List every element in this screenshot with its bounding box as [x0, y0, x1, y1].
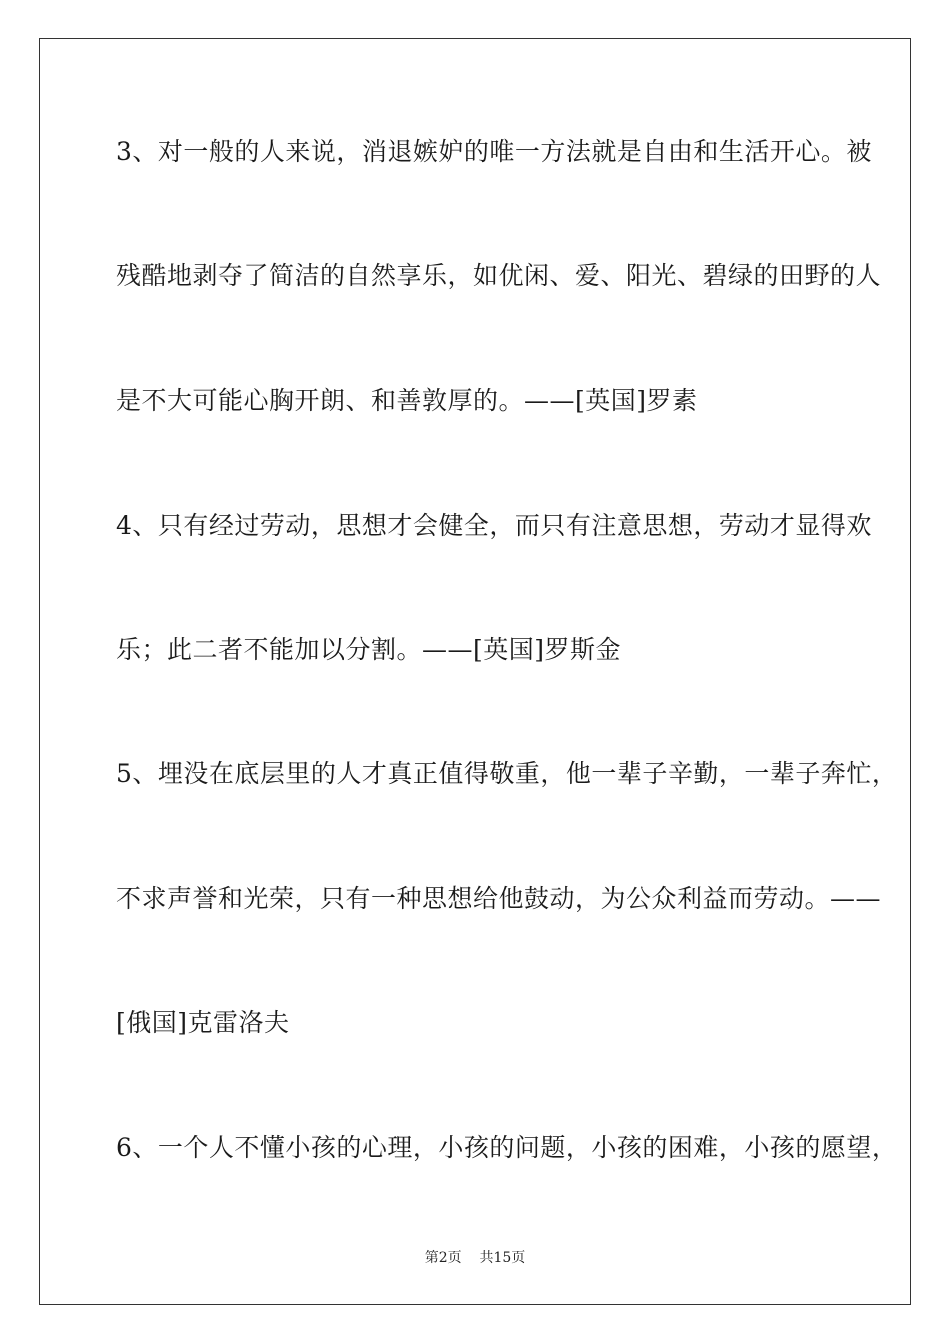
page-total: 共15页 — [479, 1250, 526, 1266]
text-line: 6、一个人不懂小孩的心理，小孩的问题，小孩的困难，小孩的愿望， — [116, 1133, 898, 1162]
text-line: 不求声誉和光荣，只有一种思想给他鼓动，为公众利益而劳动。—— — [116, 884, 882, 913]
page-number: 第2页 — [424, 1250, 462, 1266]
text-line: 残酷地剥夺了简洁的自然享乐，如优闲、爱、阳光、碧绿的田野的人 — [116, 261, 882, 290]
text-line: 5、埋没在底层里的人才真正值得敬重，他一辈子辛勤，一辈子奔忙， — [116, 759, 898, 788]
text-line: 乐；此二者不能加以分割。——[英国]罗斯金 — [116, 635, 622, 664]
text-line: 是不大可能心胸开朗、和善敦厚的。——[英国]罗素 — [116, 386, 698, 415]
text-line: 4、只有经过劳动，思想才会健全，而只有注意思想，劳动才显得欢 — [116, 511, 872, 540]
page-footer — [0, 1247, 950, 1267]
text-line: [俄国]克雷洛夫 — [116, 1008, 290, 1037]
page-border — [39, 38, 911, 1305]
text-line: 3、对一般的人来说，消退嫉妒的唯一方法就是自由和生活开心。被 — [116, 137, 872, 166]
